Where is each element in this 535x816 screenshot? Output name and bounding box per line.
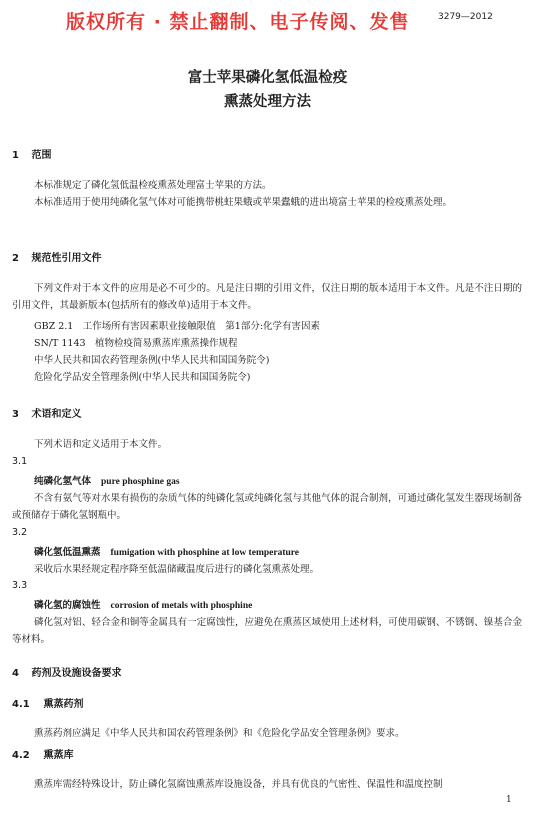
section-3-intro: 下列术语和定义适用于本文件。 bbox=[34, 439, 168, 450]
copyright-watermark: 版权所有 · 禁止翻制、电子传阅、发售 bbox=[66, 11, 410, 33]
normative-reference: 中华人民共和国农药管理条例(中华人民共和国国务院令) bbox=[34, 355, 270, 366]
subsection-title: 熏蒸药剂 bbox=[43, 699, 84, 710]
term-definition: 不含有氨气等对水果有损伤的杂质气体的纯磷化氢或纯磷化氢与其他气体的混合制剂，可通过磷化氢发生器现场制备或预储存于磷化氢钢瓶中。 bbox=[12, 493, 522, 522]
section-2-heading bbox=[12, 249, 101, 264]
section-1-paragraph-1: 本标准规定了磷化氢低温检疫熏蒸处理富士苹果的方法。 bbox=[34, 180, 272, 191]
section-number: 3 bbox=[12, 409, 19, 420]
subsection-4-1-paragraph: 熏蒸药剂应满足《中华人民共和国农药管理条例》和《危险化学品安全管理条例》要求。 bbox=[34, 728, 405, 739]
term-chinese: 纯磷化氢气体 bbox=[34, 476, 92, 487]
section-1-paragraph-2: 本标准适用于使用纯磷化氢气体对可能携带桃蛀果蛾或苹果蠹蛾的进出境富士苹果的检疫熏蒸处理。 bbox=[34, 197, 453, 208]
section-4-heading bbox=[12, 664, 121, 679]
section-3-heading bbox=[12, 405, 81, 420]
section-1-heading bbox=[12, 146, 51, 161]
subsection-4-2-heading bbox=[12, 746, 73, 761]
term-number: 3.2 bbox=[12, 527, 28, 538]
term-chinese: 磷化氢低温熏蒸 bbox=[34, 547, 101, 558]
term-english: corrosion of metals with phosphine bbox=[110, 601, 253, 611]
section-title: 规范性引用文件 bbox=[31, 253, 102, 264]
section-title: 术语和定义 bbox=[31, 409, 82, 420]
term-heading bbox=[34, 597, 252, 611]
section-number: 4 bbox=[12, 668, 19, 679]
normative-reference: GBZ 2.1 工作场所有害因素职业接触限值 第1部分:化学有害因素 bbox=[34, 321, 321, 332]
document-title-line-2: 熏蒸处理方法 bbox=[224, 94, 311, 110]
subsection-title: 熏蒸库 bbox=[43, 750, 74, 761]
term-chinese: 磷化氢的腐蚀性 bbox=[34, 600, 101, 611]
standard-number: 3279—2012 bbox=[438, 12, 493, 22]
section-title: 范围 bbox=[31, 150, 52, 161]
subsection-number: 4.1 bbox=[12, 699, 30, 710]
subsection-number: 4.2 bbox=[12, 750, 30, 761]
section-number: 1 bbox=[12, 150, 19, 161]
subsection-4-1-heading bbox=[12, 695, 83, 710]
term-definition: 采收后水果经规定程序降至低温储藏温度后进行的磷化氢熏蒸处理。 bbox=[34, 564, 320, 575]
term-heading bbox=[34, 473, 180, 487]
term-definition: 磷化氢对铝、轻合金和铜等金属具有一定腐蚀性，应避免在熏蒸区域使用上述材料，可使用碳钢、不锈钢、镍基合金等材料。 bbox=[12, 617, 522, 646]
normative-reference: 危险化学品安全管理条例(中华人民共和国国务院令) bbox=[34, 372, 251, 383]
section-2-paragraph-1: 下列文件对于本文件的应用是必不可少的。凡是注日期的引用文件，仅注日期的版本适用于本文件。凡是不注日期的引用文件，其最新版本(包括所有的修改单)适用于本文件。 bbox=[12, 283, 522, 312]
section-number: 2 bbox=[12, 253, 19, 264]
page-number: 1 bbox=[506, 795, 512, 805]
term-english: pure phosphine gas bbox=[101, 477, 180, 487]
document-title-line-1: 富士苹果磷化氢低温检疫 bbox=[187, 70, 348, 86]
normative-reference: SN/T 1143 植物检疫简易熏蒸库熏蒸操作规程 bbox=[34, 338, 238, 349]
term-number: 3.1 bbox=[12, 456, 28, 467]
term-number: 3.3 bbox=[12, 580, 28, 591]
section-title: 药剂及设施设备要求 bbox=[31, 668, 122, 679]
term-heading bbox=[34, 544, 299, 558]
term-english: fumigation with phosphine at low temperature bbox=[110, 548, 300, 558]
subsection-4-2-paragraph: 熏蒸库需经特殊设计，防止磷化氢腐蚀熏蒸库设施设备，并具有优良的气密性、保温性和温度控制 bbox=[34, 779, 443, 790]
